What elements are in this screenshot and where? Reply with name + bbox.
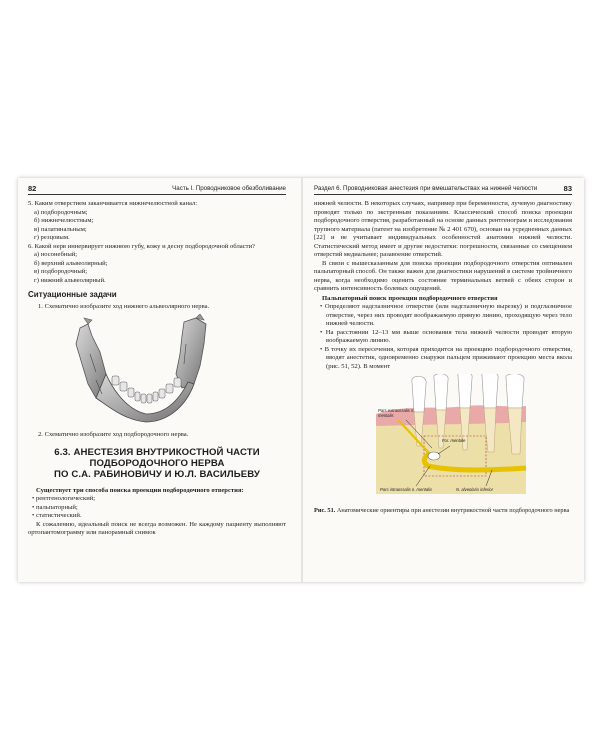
question-5-option: в) палатинальным; bbox=[34, 225, 87, 233]
right-content bbox=[314, 200, 572, 515]
teeth bbox=[412, 374, 524, 412]
right-page bbox=[314, 178, 572, 582]
palpation-heading: Пальпаторный поиск проекции подбородочного отверстия bbox=[322, 294, 498, 302]
bone-area bbox=[376, 414, 526, 494]
label-for-mentale: For. mentale bbox=[442, 438, 466, 443]
left-running-title: Часть I. Проводниковое обезболивание bbox=[172, 184, 286, 192]
question-6: 6. Какой нерв иннервирует нижнюю губу, кожу и десну подбородочной области? bbox=[28, 242, 255, 250]
label-n-alveolaris: N. alveolaris inferior bbox=[456, 487, 494, 492]
section-heading-line: ПОДБОРОДОЧНОГО НЕРВА bbox=[89, 458, 225, 470]
question-6-option: г) нижний альвеолярный. bbox=[34, 276, 106, 284]
step-item: • В точку их пересечения, которая приходится на проекцию подбородочного отверстия, вводят анестетик, одновременно снаружи пальцем прижимают проекцию места вкола (рис. 51, 52). В момент bbox=[320, 345, 572, 370]
section-heading-line: 6.3. АНЕСТЕЗИЯ ВНУТРИКОСТНОЙ ЧАСТИ bbox=[54, 447, 260, 458]
question-5: 5. Каким отверстием заканчивается нижнечелюстной канал: bbox=[28, 200, 198, 207]
tasks-heading: Ситуационные задачи bbox=[28, 290, 117, 299]
method-item: • статистический. bbox=[32, 512, 82, 520]
book-spread bbox=[18, 178, 584, 582]
right-running-title: Раздел 6. Проводниковая анестезия при вмешательствах на нижней челюсти bbox=[314, 184, 538, 192]
question-5-option: г) резцовым. bbox=[34, 234, 70, 241]
closing-paragraph: К сожалению, идеальный поиск не всегда возможен. Не каждому пациенту выполняют ортопантомограмму или панорамный снимок bbox=[28, 520, 286, 537]
step-item: • Определяют надглазничное отверстие (или надглазничную вырезку) и подглазничное отверстие, через них проводят воображаемую прямую линию, проходящую через тело нижней челюсти. bbox=[320, 303, 572, 327]
methods-intro: Существует три способа поиска проекции подбородочного отверстия: bbox=[36, 486, 244, 494]
left-page-number: 82 bbox=[28, 183, 37, 193]
anatomy-figure bbox=[376, 374, 526, 499]
task-1: 1. Схематично изобразите ход нижнего альвеолярного нерва. bbox=[38, 302, 210, 310]
task-2: 2. Схематично изобразите ход подбородочного нерва. bbox=[38, 430, 189, 438]
figure-caption-text: Анатомические ориентиры при анестезии внутрикостной части подбородочного нерва bbox=[336, 506, 570, 514]
section-heading bbox=[28, 447, 286, 481]
right-page-number: 83 bbox=[563, 183, 572, 193]
figure-caption bbox=[314, 507, 572, 515]
question-5-option: б) нижнечелюстным; bbox=[34, 217, 94, 224]
section-heading-line: ПО С.А. РАБИНОВИЧУ И Ю.Л. ВАСИЛЬЕВУ bbox=[54, 469, 260, 481]
paragraph-2: В связи с вышесказанным для поиска проекции подбородочного отверстия оптимален пальпаторный способ. Он также важен для диагностики нарушений в системе тройничного нерва, когда необходимо оценить состояние терминальных ветвей с обеих сторон и сравнить интенсивность болевых ощущений. bbox=[314, 259, 572, 292]
mandible-illustration bbox=[66, 314, 216, 424]
method-item: • рентгенологический; bbox=[32, 495, 96, 503]
question-5-option: а) подбородочным; bbox=[34, 208, 88, 216]
paragraph-1: нижней челюсти. В некоторых случаях, например при беременности, лучевую диагностику проводят только по экстренным показаниям. Классический способ поиска проекции подбородочного отверстия, разработанный на основе данных рентгенограм и исследования трупного материала (патент на изобретение № 2 401 670), основан на усредненных данных [22] и не учитывает индивидуальных особенностей анатомии нижней челюсти. Статистический метод имеет и другие недостатки: погрешности, связанные со смещением отверстий медиальнее; разавоение отверстий. bbox=[314, 200, 572, 258]
step-item: • На расстоянии 12–13 мм выше основания тела нижней челюсти проводят вторую воображаемую линию. bbox=[320, 328, 572, 344]
question-6-option: в) подбородочный; bbox=[34, 268, 88, 275]
figure-caption-label: Рис. 51. bbox=[314, 506, 336, 514]
mental-foramen bbox=[428, 452, 440, 460]
question-6-option: б) верхний альвеолярный; bbox=[34, 259, 108, 267]
label-pars-extraossalis: Pars extraossalis n. mentalis bbox=[378, 408, 415, 418]
book-gutter bbox=[301, 178, 303, 582]
question-6-option: а) носонебный; bbox=[34, 251, 78, 258]
method-item: • пальпаторный; bbox=[32, 503, 78, 511]
left-page bbox=[28, 178, 286, 582]
right-running-header bbox=[314, 183, 572, 195]
label-pars-intraossalis: Pars intraossalis n. mentalis bbox=[380, 487, 433, 492]
left-running-header bbox=[28, 183, 286, 195]
left-content bbox=[28, 200, 286, 538]
